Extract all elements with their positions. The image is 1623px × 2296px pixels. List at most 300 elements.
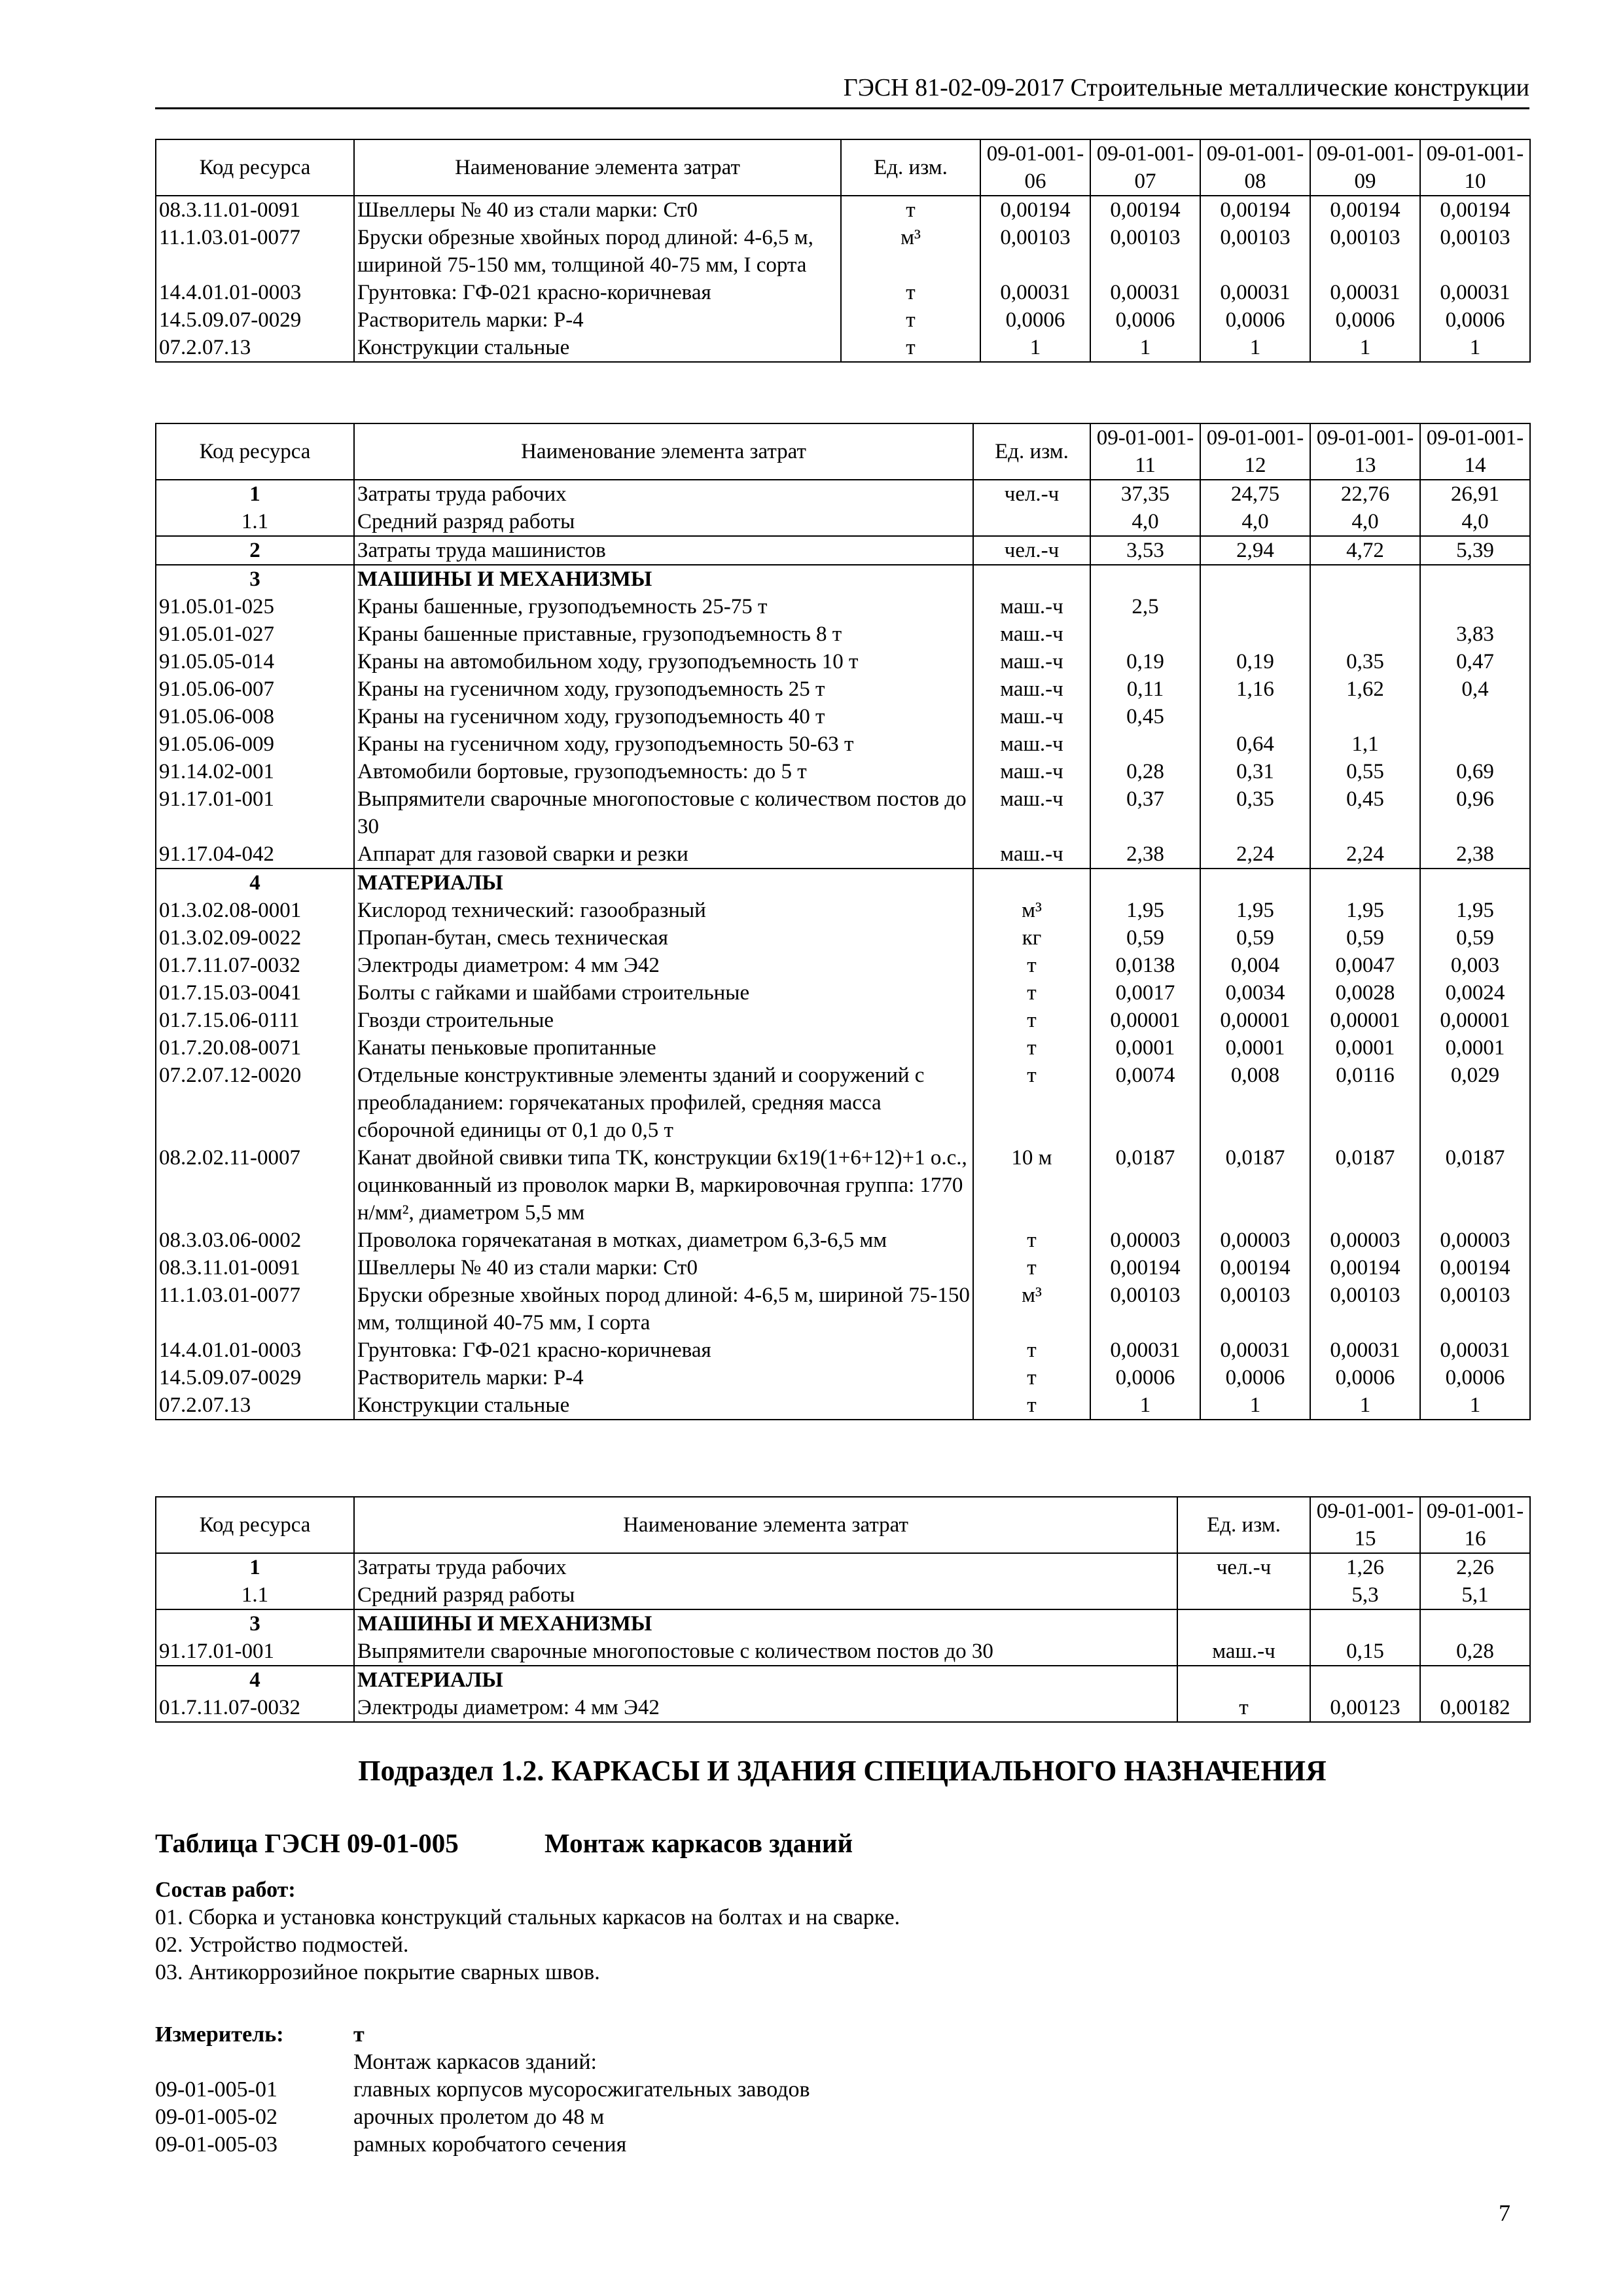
cell-name: Краны на автомобильном ходу, грузоподъемность 10 т [354, 648, 973, 675]
cell-value: 26,91 [1420, 480, 1530, 508]
cell-value: 0,00103 [1090, 224, 1200, 279]
cell-value: 1 [1200, 334, 1310, 362]
table-header-row [156, 139, 1530, 196]
cell-value: 2,38 [1090, 840, 1200, 869]
cell-value: 0,00103 [1420, 1282, 1530, 1336]
table-row [156, 648, 1530, 675]
cell-code: 07.2.07.13 [156, 1391, 354, 1420]
cell-unit: маш.-ч [973, 785, 1090, 840]
table-header-row [156, 423, 1530, 480]
cell-value: 37,35 [1090, 480, 1200, 508]
cell-unit: т [973, 1364, 1090, 1391]
cell-name: МАТЕРИАЛЫ [354, 1666, 1177, 1694]
cell-name: Гвозди строительные [354, 1007, 973, 1034]
cell-code: 91.05.05-014 [156, 648, 354, 675]
table-row [156, 869, 1530, 897]
cell-value: 4,0 [1420, 508, 1530, 536]
cell-unit [973, 565, 1090, 593]
cell-code: 08.3.11.01-0091 [156, 196, 354, 224]
cell-value: 0,0006 [1200, 306, 1310, 334]
header-norm-code: 09-01-001-14 [1420, 423, 1530, 480]
cell-code: 11.1.03.01-0077 [156, 1282, 354, 1336]
resource-table-3 [155, 1496, 1531, 1723]
cell-value: 0,00194 [1200, 1254, 1310, 1282]
cell-name: Электроды диаметром: 4 мм Э42 [354, 952, 973, 979]
cell-value [1090, 869, 1200, 897]
cell-value: 0,00003 [1090, 1227, 1200, 1254]
cell-value: 0,28 [1090, 758, 1200, 785]
table-row [156, 1581, 1530, 1609]
cell-code: 2 [156, 536, 354, 565]
header-name: Наименование элемента затрат [354, 423, 973, 480]
table-row [156, 1282, 1530, 1336]
cell-value: 0,0006 [1090, 306, 1200, 334]
cell-unit: т [973, 1254, 1090, 1282]
cell-value [1420, 869, 1530, 897]
cell-unit [1177, 1581, 1310, 1609]
cell-value: 5,1 [1420, 1581, 1530, 1609]
cell-name: Затраты труда машинистов [354, 536, 973, 565]
cell-unit [973, 508, 1090, 536]
cell-name: Автомобили бортовые, грузоподъемность: до 5 т [354, 758, 973, 785]
cell-value [1090, 565, 1200, 593]
cell-value [1420, 565, 1530, 593]
cell-name: Конструкции стальные [354, 334, 841, 362]
cell-value: 1 [1090, 1391, 1200, 1420]
cell-value: 5,39 [1420, 536, 1530, 565]
cell-value: 0,59 [1200, 924, 1310, 952]
table-row [156, 1666, 1530, 1694]
cell-code: 91.05.06-009 [156, 730, 354, 758]
cell-unit: т [973, 1007, 1090, 1034]
cell-value [1310, 1609, 1420, 1638]
cell-value: 0,00194 [1090, 1254, 1200, 1282]
cell-value: 0,19 [1200, 648, 1310, 675]
cell-value: 22,76 [1310, 480, 1420, 508]
cell-value: 0,0001 [1310, 1034, 1420, 1062]
table-row [156, 306, 1530, 334]
cell-unit: т [973, 1062, 1090, 1144]
cell-code: 91.05.06-008 [156, 703, 354, 730]
table-row [156, 1227, 1530, 1254]
cell-name: Швеллеры № 40 из стали марки: Ст0 [354, 196, 841, 224]
table-row [156, 480, 1530, 508]
cell-value [1420, 703, 1530, 730]
table-row [156, 1364, 1530, 1391]
cell-name: Конструкции стальные [354, 1391, 973, 1420]
table-row [156, 224, 1530, 279]
works-item: 02. Устройство подмостей. [155, 1933, 409, 1957]
cell-name: Краны на гусеничном ходу, грузоподъемность 25 т [354, 675, 973, 703]
cell-value: 0,00031 [1090, 1336, 1200, 1364]
cell-code: 91.05.06-007 [156, 675, 354, 703]
cell-value: 0,0138 [1090, 952, 1200, 979]
cell-code: 08.3.11.01-0091 [156, 1254, 354, 1282]
cell-value: 1,1 [1310, 730, 1420, 758]
table-name-title: Монтаж каркасов зданий [544, 1828, 853, 1858]
table-row [156, 1609, 1530, 1638]
cell-unit: т [973, 1391, 1090, 1420]
cell-value: 2,94 [1200, 536, 1310, 565]
cell-code: 14.5.09.07-0029 [156, 1364, 354, 1391]
cell-code: 1 [156, 1553, 354, 1581]
cell-value: 0,00031 [1310, 1336, 1420, 1364]
measure-label: Измеритель: [155, 2022, 284, 2047]
cell-name: Бруски обрезные хвойных пород длиной: 4-6,5 м, шириной 75-150 мм, толщиной 40-75 мм, I сорта [354, 1282, 973, 1336]
measure-intro: Монтаж каркасов зданий: [353, 2050, 597, 2074]
cell-value: 2,5 [1090, 593, 1200, 620]
cell-value: 2,24 [1310, 840, 1420, 869]
cell-value: 0,0006 [1420, 1364, 1530, 1391]
cell-value: 1,95 [1200, 897, 1310, 924]
cell-value [1200, 620, 1310, 648]
measure-item [155, 2104, 1202, 2131]
cell-name: Краны башенные, грузоподъемность 25-75 т [354, 593, 973, 620]
cell-value: 0,00031 [1420, 279, 1530, 306]
cell-code: 11.1.03.01-0077 [156, 224, 354, 279]
cell-code: 4 [156, 1666, 354, 1694]
cell-value: 0,0006 [980, 306, 1090, 334]
cell-value: 0,0001 [1420, 1034, 1530, 1062]
cell-value: 0,0116 [1310, 1062, 1420, 1144]
cell-value: 0,0187 [1200, 1144, 1310, 1227]
header-norm-code: 09-01-001-06 [980, 139, 1090, 196]
cell-unit: маш.-ч [973, 758, 1090, 785]
cell-value: 24,75 [1200, 480, 1310, 508]
cell-code: 08.2.02.11-0007 [156, 1144, 354, 1227]
cell-value: 0,69 [1420, 758, 1530, 785]
cell-value: 0,0187 [1310, 1144, 1420, 1227]
cell-value: 0,00031 [1310, 279, 1420, 306]
works-label: Состав работ: [155, 1878, 296, 1902]
cell-name: Выпрямители сварочные многопостовые с количеством постов до 30 [354, 785, 973, 840]
cell-value: 0,003 [1420, 952, 1530, 979]
cell-unit: м³ [841, 224, 980, 279]
measure-unit: т [353, 2022, 365, 2047]
cell-value: 0,0187 [1420, 1144, 1530, 1227]
cell-value: 0,00103 [980, 224, 1090, 279]
header-code: Код ресурса [156, 423, 354, 480]
cell-value: 0,00194 [1420, 1254, 1530, 1282]
cell-value: 2,26 [1420, 1553, 1530, 1581]
cell-name: Кислород технический: газообразный [354, 897, 973, 924]
cell-code: 1.1 [156, 1581, 354, 1609]
cell-name: Краны башенные приставные, грузоподъемность 8 т [354, 620, 973, 648]
resource-table-2 [155, 423, 1531, 1420]
measure-name: арочных пролетом до 48 м [353, 2105, 605, 2129]
cell-value: 0,0187 [1090, 1144, 1200, 1227]
measure-code: 09-01-005-03 [155, 2132, 277, 2157]
cell-value: 0,0047 [1310, 952, 1420, 979]
cell-unit: т [973, 952, 1090, 979]
table-row [156, 785, 1530, 840]
table-row [156, 675, 1530, 703]
header-unit: Ед. изм. [973, 423, 1090, 480]
header-norm-code: 09-01-001-13 [1310, 423, 1420, 480]
cell-value: 2,38 [1420, 840, 1530, 869]
table-row [156, 897, 1530, 924]
cell-value: 1 [1310, 1391, 1420, 1420]
cell-code: 91.17.01-001 [156, 785, 354, 840]
cell-value: 0,00194 [1200, 196, 1310, 224]
cell-code: 01.7.11.07-0032 [156, 952, 354, 979]
cell-value: 0,0024 [1420, 979, 1530, 1007]
cell-unit: маш.-ч [973, 703, 1090, 730]
cell-value: 0,00001 [1310, 1007, 1420, 1034]
cell-value: 0,59 [1090, 924, 1200, 952]
table-row [156, 979, 1530, 1007]
cell-value: 0,00194 [1420, 196, 1530, 224]
header-norm-code: 09-01-001-09 [1310, 139, 1420, 196]
works-item: 03. Антикоррозийное покрытие сварных швов. [155, 1960, 600, 1984]
cell-value: 0,00001 [1200, 1007, 1310, 1034]
cell-value: 0,11 [1090, 675, 1200, 703]
cell-value: 1 [1420, 1391, 1530, 1420]
cell-value: 1 [980, 334, 1090, 362]
cell-value: 0,35 [1200, 785, 1310, 840]
table-row [156, 593, 1530, 620]
running-header: ГЭСН 81-02-09-2017 Строительные металлические конструкции [843, 74, 1529, 101]
subsection-title: Подраздел 1.2. КАРКАСЫ И ЗДАНИЯ СПЕЦИАЛЬНОГО НАЗНАЧЕНИЯ [358, 1755, 1327, 1787]
header-norm-code: 09-01-001-08 [1200, 139, 1310, 196]
cell-value: 0,00001 [1420, 1007, 1530, 1034]
cell-name: МАШИНЫ И МЕХАНИЗМЫ [354, 1609, 1177, 1638]
cell-value: 0,004 [1200, 952, 1310, 979]
cell-value: 0,45 [1310, 785, 1420, 840]
measure-item [155, 2131, 1202, 2159]
cell-value: 0,96 [1420, 785, 1530, 840]
cell-name: Грунтовка: ГФ-021 красно-коричневая [354, 1336, 973, 1364]
cell-name: Средний разряд работы [354, 508, 973, 536]
cell-value: 0,00194 [1090, 196, 1200, 224]
table-row [156, 565, 1530, 593]
cell-value: 0,00194 [1310, 1254, 1420, 1282]
cell-unit: т [973, 1034, 1090, 1062]
header-rule [155, 107, 1529, 109]
table-row [156, 924, 1530, 952]
table-row [156, 1062, 1530, 1144]
header-norm-code: 09-01-001-10 [1420, 139, 1530, 196]
header-norm-code: 09-01-001-07 [1090, 139, 1200, 196]
cell-value: 4,0 [1310, 508, 1420, 536]
measure-name: главных корпусов мусоросжигательных заводов [353, 2077, 810, 2102]
cell-unit: м³ [973, 1282, 1090, 1336]
header-code: Код ресурса [156, 139, 354, 196]
table-row [156, 1553, 1530, 1581]
cell-name: Отдельные конструктивные элементы зданий и сооружений с преобладанием: горячекатаных профилей, средняя масса сборочной единицы от 0,1 до 0,5 т [354, 1062, 973, 1144]
table-row [156, 703, 1530, 730]
cell-value: 4,0 [1090, 508, 1200, 536]
table-row [156, 1694, 1530, 1722]
cell-value [1200, 703, 1310, 730]
cell-code: 07.2.07.13 [156, 334, 354, 362]
cell-name: МАТЕРИАЛЫ [354, 869, 973, 897]
cell-value: 0,00031 [1090, 279, 1200, 306]
cell-value: 1 [1090, 334, 1200, 362]
cell-value: 5,3 [1310, 1581, 1420, 1609]
cell-value: 0,0001 [1090, 1034, 1200, 1062]
cell-unit: т [841, 279, 980, 306]
cell-value: 2,24 [1200, 840, 1310, 869]
header-norm-code: 09-01-001-12 [1200, 423, 1310, 480]
cell-code: 3 [156, 1609, 354, 1638]
cell-value [1090, 730, 1200, 758]
cell-code: 91.17.01-001 [156, 1638, 354, 1666]
cell-value [1200, 565, 1310, 593]
cell-unit: маш.-ч [973, 648, 1090, 675]
cell-unit: маш.-ч [1177, 1638, 1310, 1666]
cell-value: 1,26 [1310, 1553, 1420, 1581]
cell-value: 0,15 [1310, 1638, 1420, 1666]
cell-code: 14.4.01.01-0003 [156, 1336, 354, 1364]
cell-unit: чел.-ч [1177, 1553, 1310, 1581]
measure-name: рамных коробчатого сечения [353, 2132, 627, 2157]
measure-list [155, 2076, 1202, 2159]
cell-value: 1,62 [1310, 675, 1420, 703]
cell-value: 0,00001 [1090, 1007, 1200, 1034]
cell-code: 91.05.01-025 [156, 593, 354, 620]
cell-code: 14.5.09.07-0029 [156, 306, 354, 334]
table-row [156, 279, 1530, 306]
cell-value [1420, 1666, 1530, 1694]
cell-code: 91.05.01-027 [156, 620, 354, 648]
cell-value [1420, 730, 1530, 758]
cell-code: 4 [156, 869, 354, 897]
cell-code: 01.3.02.08-0001 [156, 897, 354, 924]
cell-value: 0,00003 [1310, 1227, 1420, 1254]
cell-unit: маш.-ч [973, 593, 1090, 620]
cell-value: 0,59 [1310, 924, 1420, 952]
cell-value: 0,0006 [1200, 1364, 1310, 1391]
cell-value [1310, 869, 1420, 897]
cell-value [1310, 1666, 1420, 1694]
cell-name: Болты с гайками и шайбами строительные [354, 979, 973, 1007]
page-number: 7 [1499, 2200, 1510, 2226]
cell-name: Растворитель марки: Р-4 [354, 1364, 973, 1391]
cell-value: 4,0 [1200, 508, 1310, 536]
cell-value: 0,00103 [1420, 224, 1530, 279]
cell-code: 01.3.02.09-0022 [156, 924, 354, 952]
cell-unit: м³ [973, 897, 1090, 924]
cell-unit: т [1177, 1694, 1310, 1722]
cell-value: 0,47 [1420, 648, 1530, 675]
cell-value [1420, 1609, 1530, 1638]
table-row [156, 536, 1530, 565]
cell-name: Краны на гусеничном ходу, грузоподъемность 50-63 т [354, 730, 973, 758]
cell-value: 0,4 [1420, 675, 1530, 703]
cell-value: 0,00123 [1310, 1694, 1420, 1722]
cell-unit: т [841, 196, 980, 224]
cell-unit: кг [973, 924, 1090, 952]
cell-value [1310, 565, 1420, 593]
cell-unit: маш.-ч [973, 840, 1090, 869]
cell-value [1310, 703, 1420, 730]
cell-code: 01.7.15.06-0111 [156, 1007, 354, 1034]
cell-name: Краны на гусеничном ходу, грузоподъемность 40 т [354, 703, 973, 730]
cell-value: 0,0006 [1420, 306, 1530, 334]
cell-code: 01.7.15.03-0041 [156, 979, 354, 1007]
cell-value: 0,00103 [1310, 224, 1420, 279]
cell-value: 0,28 [1420, 1638, 1530, 1666]
cell-unit: т [841, 334, 980, 362]
cell-unit [1177, 1666, 1310, 1694]
cell-value: 0,008 [1200, 1062, 1310, 1144]
cell-value: 1,95 [1090, 897, 1200, 924]
cell-value: 1,95 [1420, 897, 1530, 924]
cell-code: 07.2.07.12-0020 [156, 1062, 354, 1144]
cell-value [1090, 620, 1200, 648]
cell-value: 0,45 [1090, 703, 1200, 730]
header-norm-code: 09-01-001-16 [1420, 1497, 1530, 1553]
cell-name: Затраты труда рабочих [354, 1553, 1177, 1581]
table-row [156, 620, 1530, 648]
table-row [156, 1391, 1530, 1420]
header-norm-code: 09-01-001-11 [1090, 423, 1200, 480]
cell-unit: чел.-ч [973, 480, 1090, 508]
header-unit: Ед. изм. [1177, 1497, 1310, 1553]
table-row [156, 1254, 1530, 1282]
header-code: Код ресурса [156, 1497, 354, 1553]
table-header-row [156, 1497, 1530, 1553]
cell-value: 0,00194 [980, 196, 1090, 224]
cell-unit: маш.-ч [973, 675, 1090, 703]
cell-code: 14.4.01.01-0003 [156, 279, 354, 306]
table-row [156, 1336, 1530, 1364]
cell-value: 0,0006 [1310, 306, 1420, 334]
cell-value: 0,0006 [1090, 1364, 1200, 1391]
table-row [156, 758, 1530, 785]
cell-value: 0,0028 [1310, 979, 1420, 1007]
cell-unit: т [841, 306, 980, 334]
cell-value: 1 [1200, 1391, 1310, 1420]
cell-unit: т [973, 979, 1090, 1007]
cell-value: 0,37 [1090, 785, 1200, 840]
cell-value: 4,72 [1310, 536, 1420, 565]
table-row [156, 1144, 1530, 1227]
cell-name: Швеллеры № 40 из стали марки: Ст0 [354, 1254, 973, 1282]
cell-value: 0,0074 [1090, 1062, 1200, 1144]
cell-unit [1177, 1609, 1310, 1638]
cell-unit: 10 м [973, 1144, 1090, 1227]
cell-value: 1 [1310, 334, 1420, 362]
cell-value: 0,00103 [1200, 224, 1310, 279]
cell-code: 1.1 [156, 508, 354, 536]
cell-code: 01.7.11.07-0032 [156, 1694, 354, 1722]
cell-value: 0,59 [1420, 924, 1530, 952]
cell-value: 0,00103 [1200, 1282, 1310, 1336]
cell-value: 0,00031 [1420, 1336, 1530, 1364]
cell-value: 0,55 [1310, 758, 1420, 785]
cell-name: Проволока горячекатаная в мотках, диаметром 6,3-6,5 мм [354, 1227, 973, 1254]
cell-value: 1,16 [1200, 675, 1310, 703]
cell-value [1200, 593, 1310, 620]
cell-value: 0,00003 [1420, 1227, 1530, 1254]
cell-value: 0,00182 [1420, 1694, 1530, 1722]
measure-code: 09-01-005-01 [155, 2077, 277, 2102]
cell-unit: чел.-ч [973, 536, 1090, 565]
cell-value [1310, 620, 1420, 648]
table-row [156, 196, 1530, 224]
cell-name: Канаты пеньковые пропитанные [354, 1034, 973, 1062]
cell-name: Растворитель марки: Р-4 [354, 306, 841, 334]
cell-code: 01.7.20.08-0071 [156, 1034, 354, 1062]
cell-name: Затраты труда рабочих [354, 480, 973, 508]
resource-table-1 [155, 139, 1531, 363]
cell-unit: т [973, 1227, 1090, 1254]
measure-item [155, 2076, 1202, 2104]
cell-name: Канат двойной свивки типа ТК, конструкции 6х19(1+6+12)+1 о.с., оцинкованный из проволок марки В, маркировочная группа: 1770 н/мм², диаметром 5,5 мм [354, 1144, 973, 1227]
cell-value: 0,19 [1090, 648, 1200, 675]
